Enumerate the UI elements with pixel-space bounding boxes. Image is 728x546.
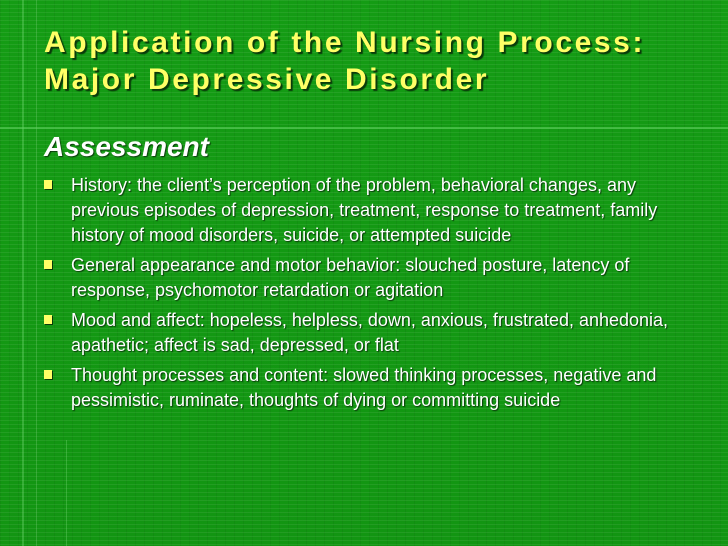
bullet-text: General appearance and motor behavior: slouched posture, latency of response, psychomotor retardation or agitation [71,255,630,300]
bullet-mood [44,308,684,358]
background-stripe-left-3 [66,440,67,546]
bullet-square-icon [44,315,52,324]
bullet-square-icon [44,260,52,269]
slide-title: Application of the Nursing Process: Major Depressive Disorder [44,26,646,96]
bullet-text: Mood and affect: hopeless, helpless, down, anxious, frustrated, anhedonia, apathetic; affect is sad, depressed, or flat [71,310,669,355]
bullet-text: History: the client’s perception of the problem, behavioral changes, any previous episodes of depression, treatment, response to treatment, family history of mood disorders, suicide, or attempted suicide [71,175,658,245]
bullet-history [44,173,684,248]
slide-subtitle: Assessment [44,131,209,162]
background-stripe-left [22,0,24,546]
title-divider-line [0,127,728,129]
bullet-text: Thought processes and content: slowed thinking processes, negative and pessimistic, ruminate, thoughts of dying or committing suicide [71,365,657,410]
bullet-thought [44,363,684,413]
background-stripe-left-2 [36,0,37,546]
bullet-square-icon [44,370,52,379]
bullet-list [44,173,684,418]
bullet-square-icon [44,180,52,189]
bullet-appearance [44,253,684,303]
